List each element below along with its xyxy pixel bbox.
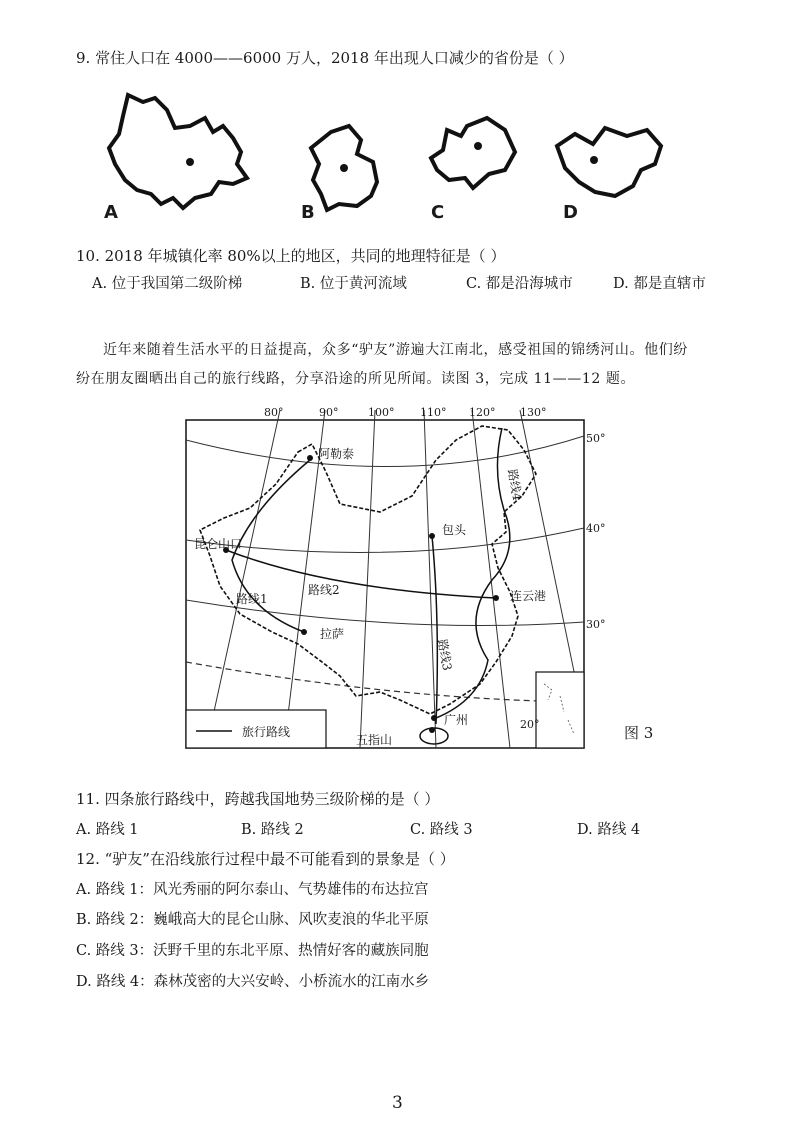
- question-10-option-c: C. 都是沿海城市: [466, 276, 573, 292]
- question-12-option-b: B. 路线 2：巍峨高大的昆仑山脉、风吹麦浪的华北平原: [76, 912, 429, 928]
- province-shapes: [95, 90, 685, 225]
- place-label-wuzhishan: 五指山: [356, 733, 393, 747]
- longitude-label-110: 110°: [420, 406, 447, 419]
- latitude-label-40: 40°: [586, 522, 606, 535]
- route-label-3: 路线3: [435, 638, 455, 672]
- place-label-baotou: 包头: [442, 523, 467, 537]
- place-label-lianyungang: 连云港: [510, 589, 547, 603]
- longitude-label-100: 100°: [368, 406, 395, 419]
- province-shape-a: [109, 95, 247, 208]
- page-number: 3: [392, 1093, 403, 1113]
- question-11-stem: 11. 四条旅行路线中，跨越我国地势三级阶梯的是（ ）: [76, 790, 440, 808]
- legend-label: 旅行路线: [242, 725, 291, 739]
- option-label-a: A: [104, 202, 118, 223]
- option-label-d: D: [563, 202, 578, 223]
- latitude-label-20: 20°: [520, 718, 540, 731]
- option-label-c: C: [431, 202, 445, 223]
- question-12-option-d: D. 路线 4：森林茂密的大兴安岭、小桥流水的江南水乡: [76, 974, 430, 990]
- question-10-stem: 10. 2018 年城镇化率 80%以上的地区，共同的地理特征是（ ）: [76, 247, 506, 265]
- route-label-2: 路线2: [308, 583, 340, 597]
- latitude-label-30: 30°: [586, 618, 606, 631]
- passage-line-2: 纷在朋友圈晒出自己的旅行线路，分享沿途的所见所闻。读图 3，完成 11——12 题。: [76, 371, 636, 387]
- question-12-stem: 12. “驴友”在沿线旅行过程中最不可能看到的景象是（ ）: [76, 850, 455, 868]
- place-label-kunlun-pass: 昆仑山口: [194, 537, 243, 551]
- longitude-label-120: 120°: [469, 406, 496, 419]
- place-label-guangzhou: 广州: [444, 713, 469, 727]
- question-12-option-a: A. 路线 1：风光秀丽的阿尔泰山、气势雄伟的布达拉宫: [76, 882, 429, 898]
- route-label-1: 路线1: [236, 592, 268, 606]
- place-label-altay: 阿勒泰: [318, 447, 355, 461]
- route-2: [226, 550, 496, 598]
- question-11-option-d: D. 路线 4: [577, 822, 641, 838]
- province-shape-c: [431, 118, 515, 188]
- question-9-stem: 9. 常住人口在 4000——6000 万人，2018 年出现人口减少的省份是（ ）: [76, 49, 574, 67]
- route-map: [180, 400, 620, 755]
- route-label-4: 路线4: [505, 468, 525, 502]
- latitude-label-50: 50°: [586, 432, 606, 445]
- place-label-lhasa: 拉萨: [320, 627, 345, 641]
- route-4: [436, 428, 510, 718]
- route-3: [432, 536, 437, 724]
- longitude-label-90: 90°: [319, 406, 339, 419]
- question-10-option-d: D. 都是直辖市: [613, 276, 706, 292]
- question-10-option-b: B. 位于黄河流域: [300, 276, 407, 292]
- question-11-option-b: B. 路线 2: [241, 822, 304, 838]
- question-10-option-a: A. 位于我国第二级阶梯: [92, 276, 243, 292]
- passage-line-1: 近年来随着生活水平的日益提高，众多“驴友”游遍大江南北，感受祖国的锦绣河山。他们纷: [103, 342, 688, 358]
- option-label-b: B: [301, 202, 315, 223]
- province-shape-d: [557, 128, 661, 196]
- question-11-option-c: C. 路线 3: [410, 822, 473, 838]
- longitude-label-80: 80°: [264, 406, 284, 419]
- question-12-option-c: C. 路线 3：沃野千里的东北平原、热情好客的藏族同胞: [76, 943, 429, 959]
- route-1: [232, 460, 310, 632]
- question-11-option-a: A. 路线 1: [76, 822, 139, 838]
- figure-caption: 图 3: [624, 724, 654, 742]
- longitude-label-130: 130°: [520, 406, 547, 419]
